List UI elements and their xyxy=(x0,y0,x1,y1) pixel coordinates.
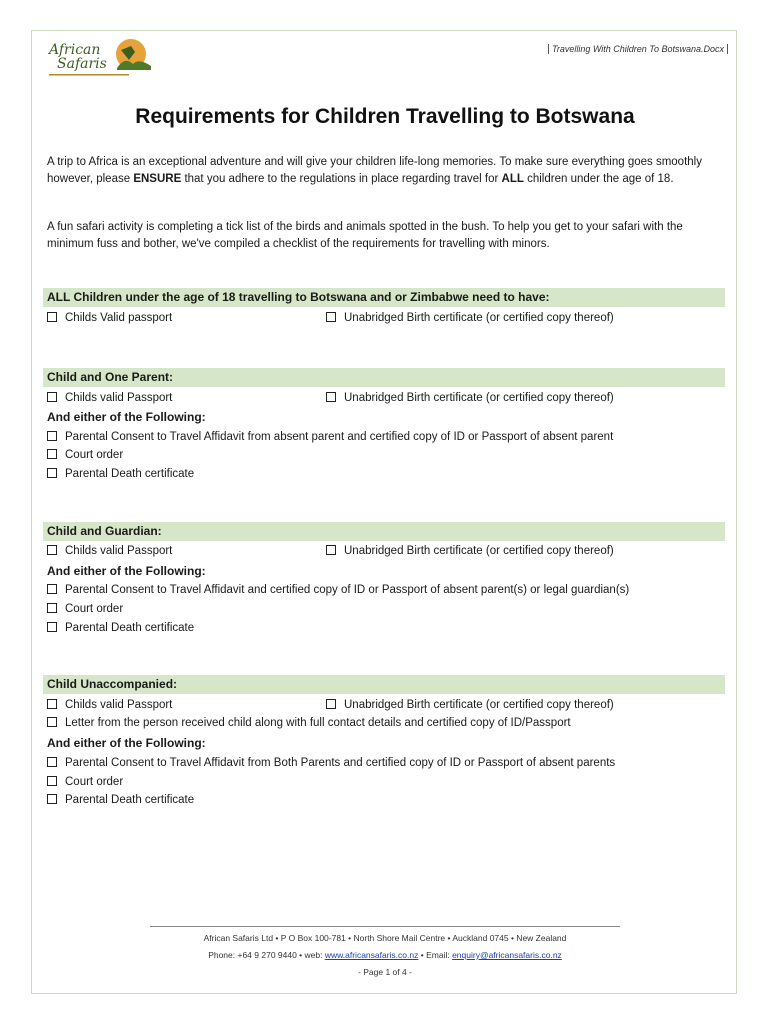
checkbox-label: Parental Consent to Travel Affidavit from absent parent and certified copy of ID or Passport of absent parent xyxy=(65,431,614,443)
checkbox-item[interactable] xyxy=(326,390,614,406)
either-following-label: And either of the Following: xyxy=(47,736,206,750)
checkbox[interactable] xyxy=(47,392,57,402)
checkbox-item[interactable] xyxy=(47,697,172,713)
checkbox-label: Parental Death certificate xyxy=(65,468,195,480)
checkbox-label: Parental Death certificate xyxy=(65,622,195,634)
checkbox[interactable] xyxy=(47,312,57,322)
intro-text-c: children under the age of 18. xyxy=(523,173,674,185)
checkbox[interactable] xyxy=(47,545,57,555)
checkbox-item[interactable] xyxy=(47,755,615,771)
checkbox-item[interactable] xyxy=(47,390,172,406)
checkbox[interactable] xyxy=(47,699,57,709)
footer-phone: Phone: +64 9 270 9440 • web: xyxy=(208,950,325,960)
checkbox[interactable] xyxy=(47,622,57,632)
checkbox-item[interactable] xyxy=(47,310,172,326)
checkbox-label: Parental Consent to Travel Affidavit and certified copy of ID or Passport of absent parent(s) or legal guardian(s) xyxy=(65,584,630,596)
checkbox-item[interactable] xyxy=(47,601,123,617)
intro-paragraph-1 xyxy=(47,154,727,188)
footer-email-link[interactable]: enquiry@africansafaris.co.nz xyxy=(452,950,562,960)
intro-ensure: ENSURE xyxy=(133,173,182,185)
checkbox-item[interactable] xyxy=(47,447,123,463)
checkbox-label: Unabridged Birth certificate (or certified copy thereof) xyxy=(344,312,614,324)
intro-text-a: A trip to Africa is an exceptional adventure and will give your children life-long memories. To make sure everything goes smoothly however, please xyxy=(47,156,702,185)
section-heading-all: ALL Children under the age of 18 travelling to Botswana and or Zimbabwe need to have: xyxy=(43,288,725,307)
checkbox[interactable] xyxy=(47,584,57,594)
checkbox-label: Childs Valid passport xyxy=(65,312,173,324)
checkbox-item[interactable] xyxy=(326,543,614,559)
checkbox[interactable] xyxy=(47,603,57,613)
logo-text-line2: Safaris xyxy=(57,56,107,72)
document-filename: Travelling With Children To Botswana.Docx xyxy=(548,44,728,54)
checkbox-label: Childs valid Passport xyxy=(65,545,173,557)
checkbox-label: Unabridged Birth certificate (or certified copy thereof) xyxy=(344,699,614,711)
footer-divider xyxy=(150,926,620,927)
checkbox-item[interactable] xyxy=(47,715,571,731)
checkbox-label: Parental Death certificate xyxy=(65,794,195,806)
checkbox-item[interactable] xyxy=(47,582,629,598)
checkbox[interactable] xyxy=(47,431,57,441)
section-heading-guardian: Child and Guardian: xyxy=(43,522,725,541)
checkbox[interactable] xyxy=(47,757,57,767)
checkbox-label: Unabridged Birth certificate (or certified copy thereof) xyxy=(344,392,614,404)
either-following-label: And either of the Following: xyxy=(47,564,206,578)
intro-text-b: that you adhere to the regulations in place regarding travel for xyxy=(181,173,502,185)
section-heading-unaccompanied: Child Unaccompanied: xyxy=(43,675,725,694)
checkbox-item[interactable] xyxy=(47,543,172,559)
logo-underline xyxy=(49,74,129,76)
checkbox-item[interactable] xyxy=(47,620,194,636)
page-title: Requirements for Children Travelling to Botswana xyxy=(135,105,635,128)
checkbox-item[interactable] xyxy=(47,774,123,790)
checkbox[interactable] xyxy=(326,545,336,555)
intro-all: ALL xyxy=(501,173,524,185)
checkbox-label: Childs valid Passport xyxy=(65,392,173,404)
checkbox-label: Court order xyxy=(65,776,124,788)
footer-address: African Safaris Ltd • P O Box 100-781 • North Shore Mail Centre • Auckland 0745 • New Zealand xyxy=(203,933,567,943)
logo-text-line1: African xyxy=(49,42,101,58)
section-heading-one-parent: Child and One Parent: xyxy=(43,368,725,387)
checkbox-label: Parental Consent to Travel Affidavit from Both Parents and certified copy of ID or Passport of absent parents xyxy=(65,757,616,769)
checkbox-label: Childs valid Passport xyxy=(65,699,173,711)
checkbox[interactable] xyxy=(47,449,57,459)
african-safaris-logo xyxy=(47,38,157,80)
checkbox[interactable] xyxy=(326,392,336,402)
checkbox-item[interactable] xyxy=(47,466,194,482)
checkbox[interactable] xyxy=(47,776,57,786)
footer-contact xyxy=(0,950,770,960)
checkbox[interactable] xyxy=(47,717,57,727)
either-following-label: And either of the Following: xyxy=(47,410,206,424)
checkbox-item[interactable] xyxy=(326,310,614,326)
checkbox-item[interactable] xyxy=(326,697,614,713)
footer-email-label: • Email: xyxy=(418,950,453,960)
checkbox[interactable] xyxy=(326,312,336,322)
intro-paragraph-2: A fun safari activity is completing a tick list of the birds and animals spotted in the bush. To help you get to your safari with the minimum fuss and bother, we've compiled a checklist of the requirements for travelling with minors. xyxy=(47,221,683,250)
checkbox[interactable] xyxy=(47,468,57,478)
checkbox[interactable] xyxy=(326,699,336,709)
checkbox-label: Court order xyxy=(65,449,124,461)
checkbox-label: Unabridged Birth certificate (or certified copy thereof) xyxy=(344,545,614,557)
checkbox-label: Letter from the person received child along with full contact details and certified copy of ID/Passport xyxy=(65,717,571,729)
footer-web-link[interactable]: www.africansafaris.co.nz xyxy=(324,950,419,960)
checkbox-label: Court order xyxy=(65,603,124,615)
checkbox-item[interactable] xyxy=(47,792,194,808)
checkbox-item[interactable] xyxy=(47,429,613,445)
footer-page-number: - Page 1 of 4 - xyxy=(358,967,412,977)
checkbox[interactable] xyxy=(47,794,57,804)
